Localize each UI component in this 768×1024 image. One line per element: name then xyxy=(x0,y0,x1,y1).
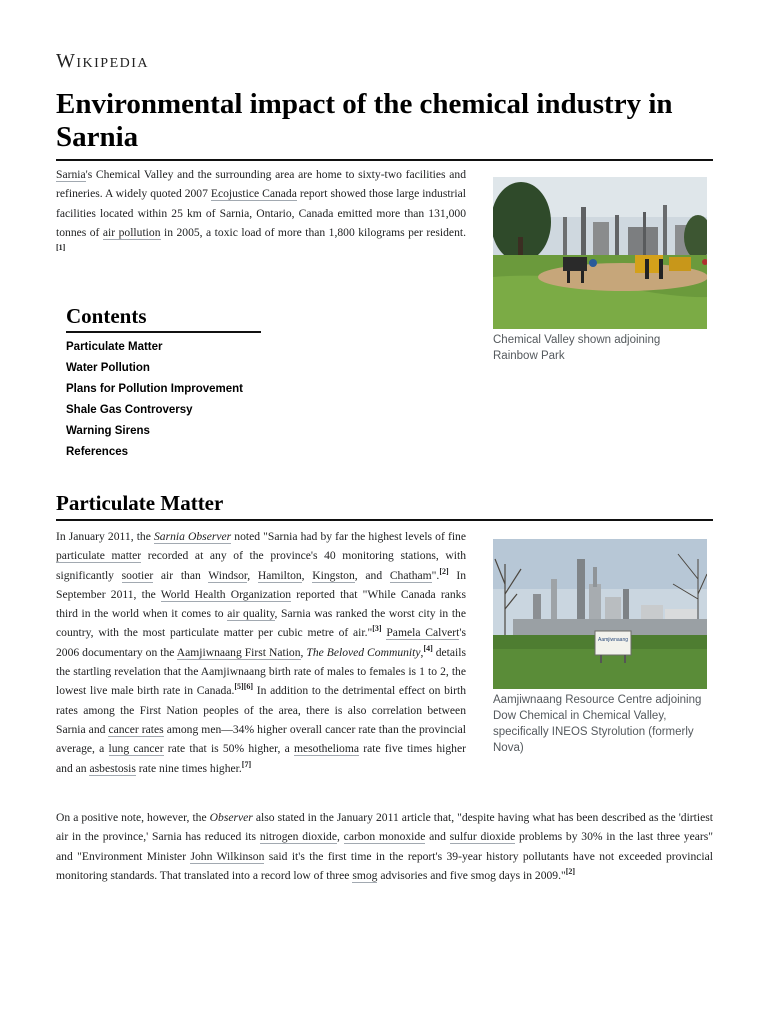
link-sarnia[interactable]: Sarnia xyxy=(56,168,86,181)
link-lung-cancer[interactable]: lung cancer xyxy=(108,742,164,756)
intro-text-1: 's Chemical Valley and the surrounding area are home to sixty-two facilities and refineries. A widely quoted 2007 xyxy=(56,168,466,201)
toc-list xyxy=(66,337,261,463)
table-of-contents xyxy=(66,303,261,463)
toc-item-particulate-matter[interactable]: Particulate Matter xyxy=(66,341,163,353)
link-chatham[interactable]: Chatham xyxy=(389,568,432,582)
ref-1[interactable]: [1] xyxy=(56,243,66,253)
link-sarnia-observer[interactable]: Sarnia Observer xyxy=(153,530,232,543)
ref-2[interactable]: [2] xyxy=(439,566,449,576)
ref-3[interactable]: [3] xyxy=(372,624,382,634)
link-nitrogen-dioxide[interactable]: nitrogen dioxide xyxy=(259,830,337,844)
link-sulfur-dioxide[interactable]: sulfur dioxide xyxy=(449,830,516,844)
figure-2-caption: Aamjiwnaang Resource Centre adjoining Dow Chemical in Chemical Valley, specifically INEOS Styrolution (formerly Nova) xyxy=(493,694,702,754)
resource-centre-photo[interactable] xyxy=(493,539,707,689)
link-smog[interactable]: smog xyxy=(352,868,378,882)
toc-item-water-pollution[interactable]: Water Pollution xyxy=(66,362,150,374)
link-aamjiwnaang[interactable]: Aamjiwnaang First Nation xyxy=(176,645,301,659)
link-sootier[interactable]: sootier xyxy=(121,568,154,582)
link-particulate-matter[interactable]: particulate matter xyxy=(56,549,142,563)
figure-resource-centre xyxy=(493,539,707,756)
ref-7[interactable]: [7] xyxy=(241,759,252,769)
toc-item-references[interactable]: References xyxy=(66,446,129,458)
figure-chemical-valley xyxy=(493,177,707,364)
section-rule xyxy=(56,519,713,521)
toc-item-plans[interactable]: Plans for Pollution Improvement xyxy=(66,383,243,395)
section-heading-particulate-matter: Particulate Matter xyxy=(56,491,224,515)
particulate-paragraph-2: On a positive note, however, the Observer also stated in the January 2011 article that, "despite having what has been described as the 'dirtiest air in the province,' Sarnia has reduced its nitrogen dioxide, carbon monoxide and sulfur dioxide problems by 30% in the last three years" and "Environment Minister John Wilkinson said it's the first time in the report's 39-year history pollutants have not exceeded provincial monitoring standards. That translated into a record low of three smog advisories and five smog days in 2009."[2] xyxy=(56,811,714,882)
link-cancer-rates[interactable]: cancer rates xyxy=(108,722,164,736)
particulate-paragraph-1: In January 2011, the Sarnia Observer noted "Sarnia had by far the highest levels of fine particulate matter recorded at any of the province's 40 monitoring stations, with significantly sootier air than Windsor, Hamilton, Kingston, and Chatham".[2] In September 2011, the World Health Organization reported that "While Canada ranks third in the world when it comes to air quality, Sarnia was ranked the worst city in the country, with the most particulate matter per cubic metre of air."[3] Pamela Calvert's 2006 documentary on the Aamjiwnaang First Nation, The Beloved Community,[4] details the startling revelation that the Aamjiwnaang birth rate of males to females is 1 to 2, the lowest live male birth rate in Canada.[5][6] In addition to the detrimental effect on birth rates among the First Nation peoples of the area, there is also correlation between Sarnia and cancer rates among men—34% higher overall cancer rate than the provincial average, a lung cancer rate that is 50% higher, a mesothelioma rate five times higher and an asbestosis rate nine times higher.[7] xyxy=(56,530,467,775)
ref-5-6[interactable]: [5][6] xyxy=(234,682,254,692)
title-rule xyxy=(56,159,713,161)
intro-paragraph xyxy=(56,165,466,261)
link-asbestosis[interactable]: asbestosis xyxy=(89,761,136,775)
toc-title: Contents xyxy=(66,303,261,333)
link-ecojustice[interactable]: Ecojustice Canada xyxy=(210,187,297,201)
link-mesothelioma[interactable]: mesothelioma xyxy=(293,742,360,756)
link-air-quality[interactable]: air quality xyxy=(227,607,275,621)
intro-text-3: in 2005, a toxic load of more than 1,800 kilograms per resident. xyxy=(160,225,466,239)
link-carbon-monoxide[interactable]: carbon monoxide xyxy=(343,830,426,844)
ref-4[interactable]: [4] xyxy=(423,643,433,653)
link-air-pollution[interactable]: air pollution xyxy=(102,225,161,239)
link-hamilton[interactable]: Hamilton xyxy=(257,568,302,582)
page-title: Environmental impact of the chemical industry in Sarnia xyxy=(56,88,673,153)
link-who[interactable]: World Health Organization xyxy=(160,587,292,601)
link-windsor[interactable]: Windsor xyxy=(208,568,248,582)
ref-2b[interactable]: [2] xyxy=(565,867,576,877)
link-pamela-calvert[interactable]: Pamela Calvert xyxy=(386,626,460,640)
intro-text-2: report showed those large industrial facilities located within 25 km of Sarnia, Ontario, Canada emitted more than 131,000 tonnes of xyxy=(56,187,466,239)
figure-1-caption: Chemical Valley shown adjoining Rainbow Park xyxy=(493,334,661,362)
photo-sign-text: Aamjiwnaang xyxy=(597,637,629,643)
chemical-valley-photo[interactable] xyxy=(493,177,707,329)
link-kingston[interactable]: Kingston xyxy=(312,568,355,582)
wikipedia-logo[interactable]: Wikipedia xyxy=(56,50,150,72)
toc-item-warning-sirens[interactable]: Warning Sirens xyxy=(66,425,150,437)
link-john-wilkinson[interactable]: John Wilkinson xyxy=(190,849,265,863)
toc-item-shale-gas[interactable]: Shale Gas Controversy xyxy=(66,404,193,416)
